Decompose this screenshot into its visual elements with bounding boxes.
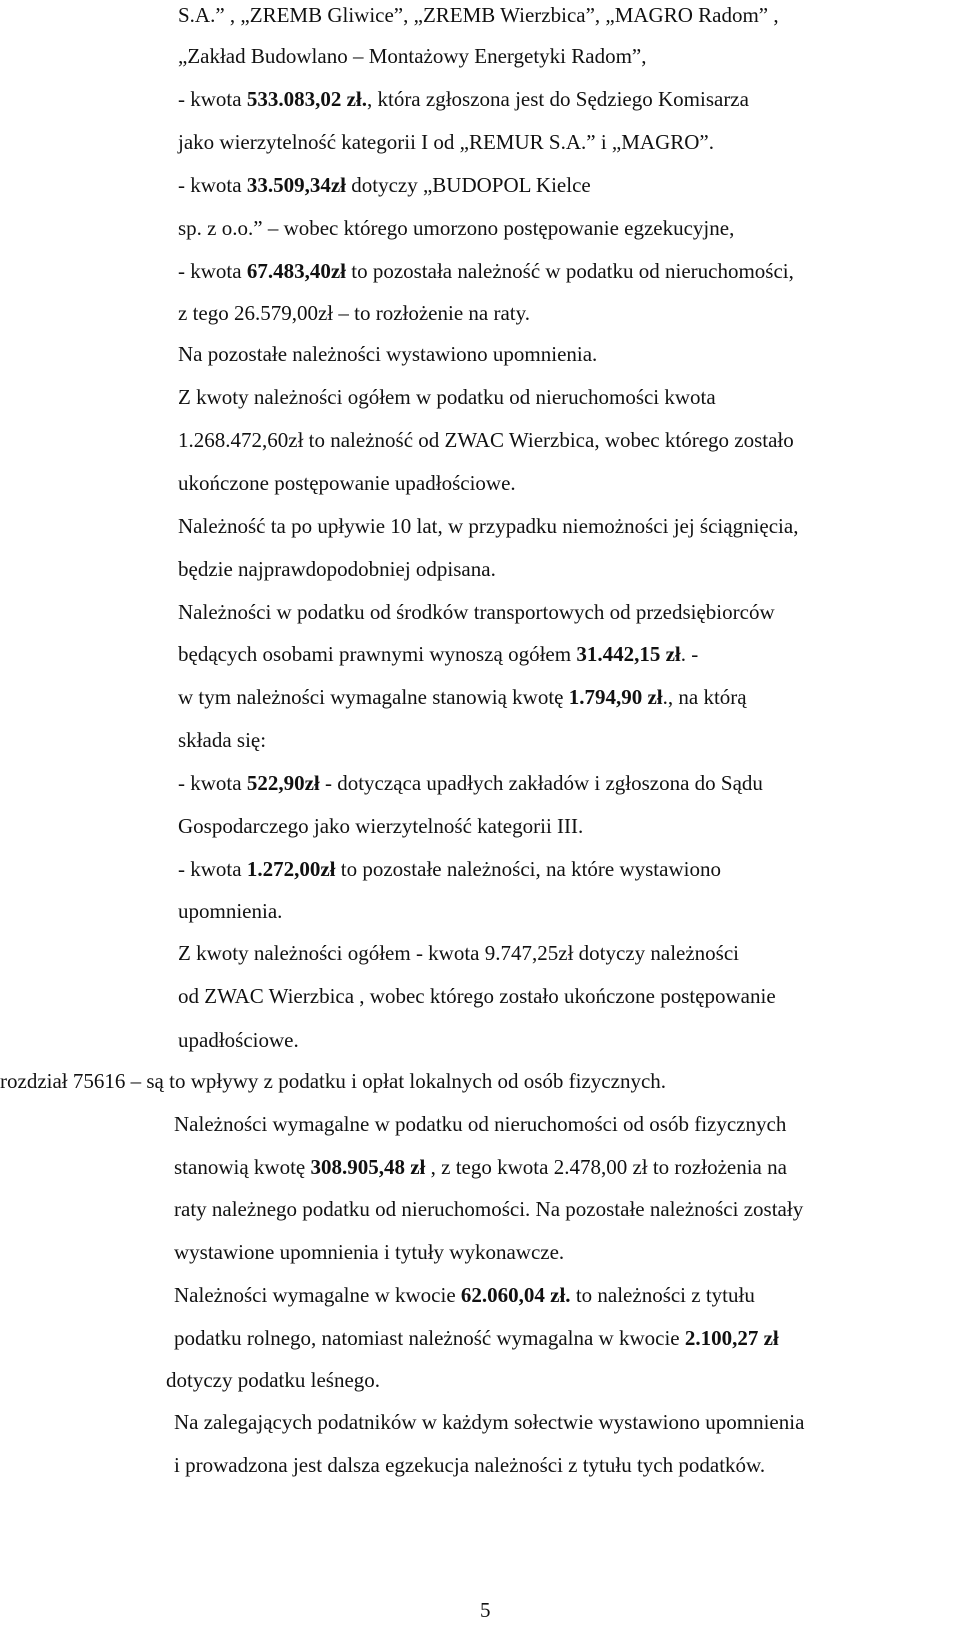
- amount-bold: 31.442,15 zł: [576, 642, 681, 666]
- text-line: - kwota 33.509,34zł dotyczy „BUDOPOL Kielce: [178, 173, 591, 197]
- text-line: Należności wymagalne w kwocie 62.060,04 zł. to należności z tytułu: [174, 1283, 755, 1307]
- text-line: Z kwoty należności ogółem w podatku od nieruchomości kwota: [178, 385, 716, 409]
- section-heading-line: rozdział 75616 – są to wpływy z podatku i opłat lokalnych od osób fizycznych.: [0, 1069, 667, 1093]
- text-line: Należności wymagalne w podatku od nieruchomości od osób fizycznych: [174, 1112, 787, 1136]
- text-line: Gospodarczego jako wierzytelność kategorii III.: [178, 814, 584, 838]
- text-line: - kwota 67.483,40zł to pozostała należność w podatku od nieruchomości,: [178, 259, 794, 283]
- text-line: „Zakład Budowlano – Montażowy Energetyki Radom”,: [178, 44, 647, 68]
- text-line: stanowią kwotę 308.905,48 zł , z tego kwota 2.478,00 zł to rozłożenia na: [174, 1155, 787, 1179]
- text-line: będzie najprawdopodobniej odpisana.: [178, 557, 496, 581]
- text-line: - kwota 1.272,00zł to pozostałe należności, na które wystawiono: [178, 857, 721, 881]
- text-line: upadłościowe.: [178, 1028, 299, 1052]
- amount-bold: 1.794,90 zł: [568, 685, 663, 709]
- amount-bold: 522,90zł: [246, 771, 320, 795]
- text-line: ukończone postępowanie upadłościowe.: [178, 471, 516, 495]
- text-line: - kwota 522,90zł - dotycząca upadłych zakładów i zgłoszona do Sądu: [178, 771, 763, 795]
- amount-bold: 67.483,40zł: [246, 259, 346, 283]
- text-line: Z kwoty należności ogółem - kwota 9.747,25zł dotyczy należności: [178, 941, 740, 965]
- text-line: S.A.” , „ZREMB Gliwice”, „ZREMB Wierzbica”, „MAGRO Radom” ,: [178, 3, 779, 27]
- text-line: - kwota 533.083,02 zł., która zgłoszona jest do Sędziego Komisarza: [178, 87, 749, 111]
- text-line: upomnienia.: [178, 899, 283, 923]
- page-number: 5: [480, 1598, 491, 1622]
- text-line: podatku rolnego, natomiast należność wymagalna w kwocie 2.100,27 zł: [174, 1326, 779, 1350]
- text-line: Na zalegających podatników w każdym sołectwie wystawiono upomnienia: [174, 1410, 805, 1434]
- text-line: wystawione upomnienia i tytuły wykonawcze.: [174, 1240, 565, 1264]
- text-line: sp. z o.o.” – wobec którego umorzono postępowanie egzekucyjne,: [178, 216, 735, 240]
- text-line: składa się:: [178, 728, 267, 752]
- amount-bold: 1.272,00zł: [246, 857, 336, 881]
- text-line: Na pozostałe należności wystawiono upomnienia.: [178, 342, 598, 366]
- amount-bold: 62.060,04 zł.: [460, 1283, 571, 1307]
- text-line: jako wierzytelność kategorii I od „REMUR S.A.” i „MAGRO”.: [178, 130, 714, 154]
- text-line: 1.268.472,60zł to należność od ZWAC Wierzbica, wobec którego zostało: [178, 428, 794, 452]
- text-line: Należności w podatku od środków transportowych od przedsiębiorców: [178, 600, 775, 624]
- amount-bold: 33.509,34zł: [246, 173, 346, 197]
- text-line: raty należnego podatku od nieruchomości. Na pozostałe należności zostały: [174, 1197, 804, 1221]
- amount-bold: 308.905,48 zł: [310, 1155, 426, 1179]
- text-line: dotyczy podatku leśnego.: [166, 1368, 381, 1392]
- text-line: będących osobami prawnymi wynoszą ogółem 31.442,15 zł. -: [178, 642, 699, 666]
- text-line: z tego 26.579,00zł – to rozłożenie na raty.: [178, 301, 531, 325]
- text-line: w tym należności wymagalne stanowią kwotę 1.794,90 zł., na którą: [178, 685, 747, 709]
- text-line: Należność ta po upływie 10 lat, w przypadku niemożności jej ściągnięcia,: [178, 514, 799, 538]
- amount-bold: 2.100,27 zł: [684, 1326, 779, 1350]
- amount-bold: 533.083,02 zł.: [246, 87, 367, 111]
- text-line: od ZWAC Wierzbica , wobec którego zostało ukończone postępowanie: [178, 984, 776, 1008]
- text-line: i prowadzona jest dalsza egzekucja należności z tytułu tych podatków.: [174, 1453, 766, 1477]
